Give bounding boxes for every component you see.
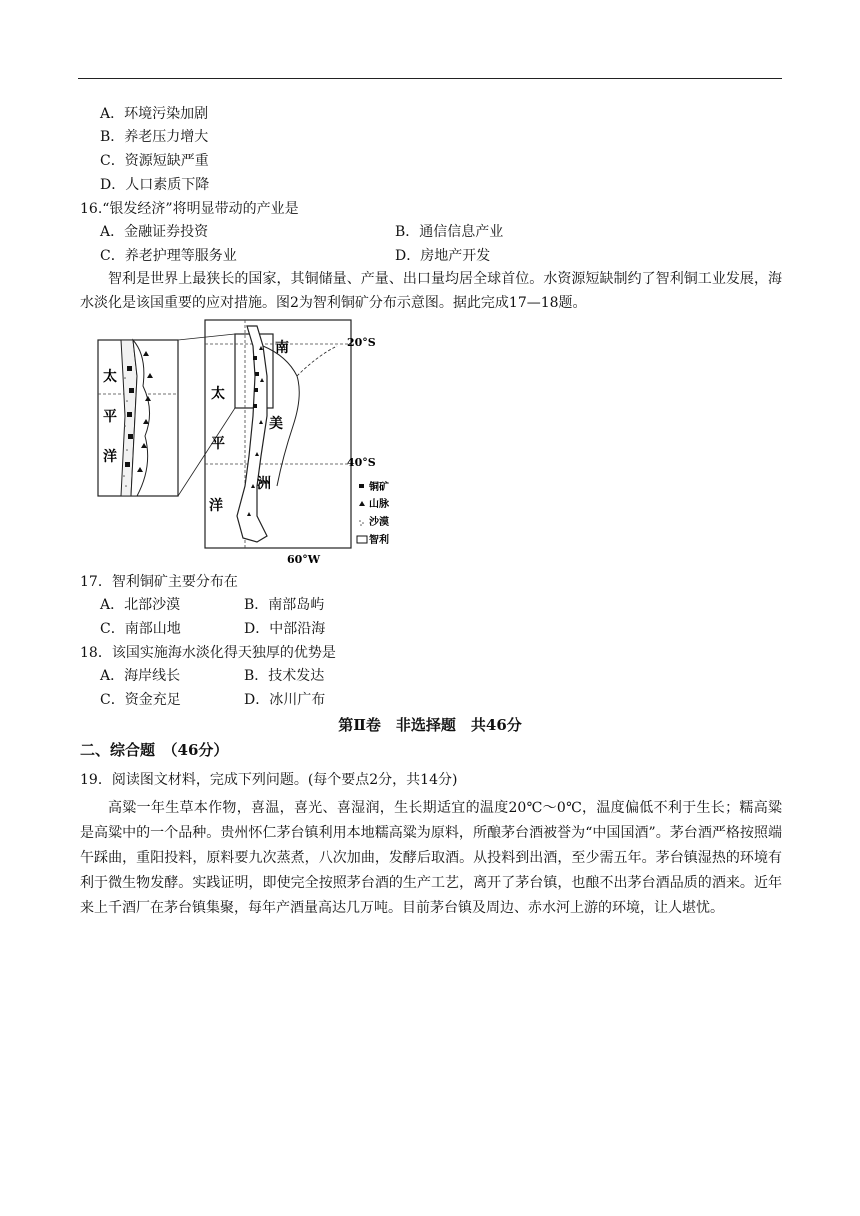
lon-60w-label: 60°W	[287, 553, 321, 566]
legend-desert: 沙漠	[369, 517, 389, 528]
q17-option-d: D．中部沿海	[244, 621, 326, 637]
q18-option-c: C．资金充足	[100, 692, 181, 708]
chile-outline	[237, 326, 267, 542]
q19-material: 高粱一年生草本作物，喜温，喜光、喜湿润，生长期适宜的温度20℃～0℃，温度偏低不利于生长；糯高粱是高粱中的一个品种。贵州怀仁茅台镇利用本地糯高粱为原料，所酿茅台酒被誉为“中国国酒”。茅台酒严格按照端午踩曲，重阳投料，原料要九次蒸煮，八次加曲，发酵后取酒。从投料到出酒，至少需五年。茅台镇湿热的环境有利于微生物发酵。实践证明，即使完全按照茅台酒的生产工艺，离开了茅台镇，也酿不出茅台酒品质的酒来。近年来上千酒厂在茅台镇集聚，每年产酒量高达几万吨。目前茅台镇及周边、赤水河上游的环境，让人堪忧。	[80, 800, 782, 916]
q16-stem: 16.“银发经济”将明显带动的产业是	[80, 201, 299, 217]
chile-copper-map	[97, 316, 417, 566]
q15-option-c: C．资源短缺严重	[100, 153, 209, 169]
q18-stem: 18．该国实施海水淡化得天独厚的优势是	[80, 645, 336, 661]
q16-option-b: B．通信信息产业	[395, 224, 504, 240]
intro-paragraph: 智利是世界上最狭长的国家，其铜储量、产量、出口量均居全球首位。水资源短缺制约了智利铜工业发展，海水淡化是该国重要的应对措施。图2为智利铜矿分布示意图。据此完成17—18题。	[80, 271, 782, 311]
q17-option-a: A．北部沙漠	[100, 597, 181, 613]
q18-option-b: B．技术发达	[244, 668, 325, 684]
continent-2: 美	[269, 416, 283, 432]
legend-mountain: 山脉	[369, 499, 389, 510]
q17-stem: 17．智利铜矿主要分布在	[80, 574, 238, 590]
legend-copper: 铜矿	[369, 482, 389, 493]
q16-option-d: D．房地产开发	[395, 248, 491, 264]
inset-ocean-2: 平	[103, 409, 117, 425]
q16-option-a: A．金融证券投资	[100, 224, 209, 240]
q15-option-a: A．环境污染加剧	[100, 106, 209, 122]
inset-ocean-3: 洋	[103, 449, 117, 465]
legend-chile: 智利	[369, 535, 389, 546]
part2-title: 二、综合题 （46分）	[80, 741, 229, 759]
main-ocean-2: 平	[211, 436, 225, 452]
q15-option-b: B．养老压力增大	[100, 129, 209, 145]
q15-option-d: D．人口素质下降	[100, 177, 210, 193]
q19-stem: 19．阅读图文材料，完成下列问题。(每个要点2分，共14分)	[80, 772, 458, 788]
continent-1: 南	[275, 340, 289, 356]
main-ocean-1: 太	[211, 386, 225, 402]
q17-option-b: B．南部岛屿	[244, 597, 325, 613]
main-ocean-3: 洋	[209, 498, 223, 514]
q18-option-d: D．冰川广布	[244, 692, 326, 708]
lat-40s-label: 40°S	[347, 456, 376, 469]
section-title: 第Ⅱ卷 非选择题 共46分	[338, 716, 522, 734]
lat-20s-label: 20°S	[347, 336, 376, 349]
inset-ocean-1: 太	[103, 369, 117, 385]
q16-option-c: C．养老护理等服务业	[100, 248, 237, 264]
continent-3: 洲	[257, 476, 271, 492]
map-legend	[357, 480, 390, 546]
q18-option-a: A．海岸线长	[100, 668, 181, 684]
header-rule	[78, 78, 782, 79]
q17-option-c: C．南部山地	[100, 621, 181, 637]
